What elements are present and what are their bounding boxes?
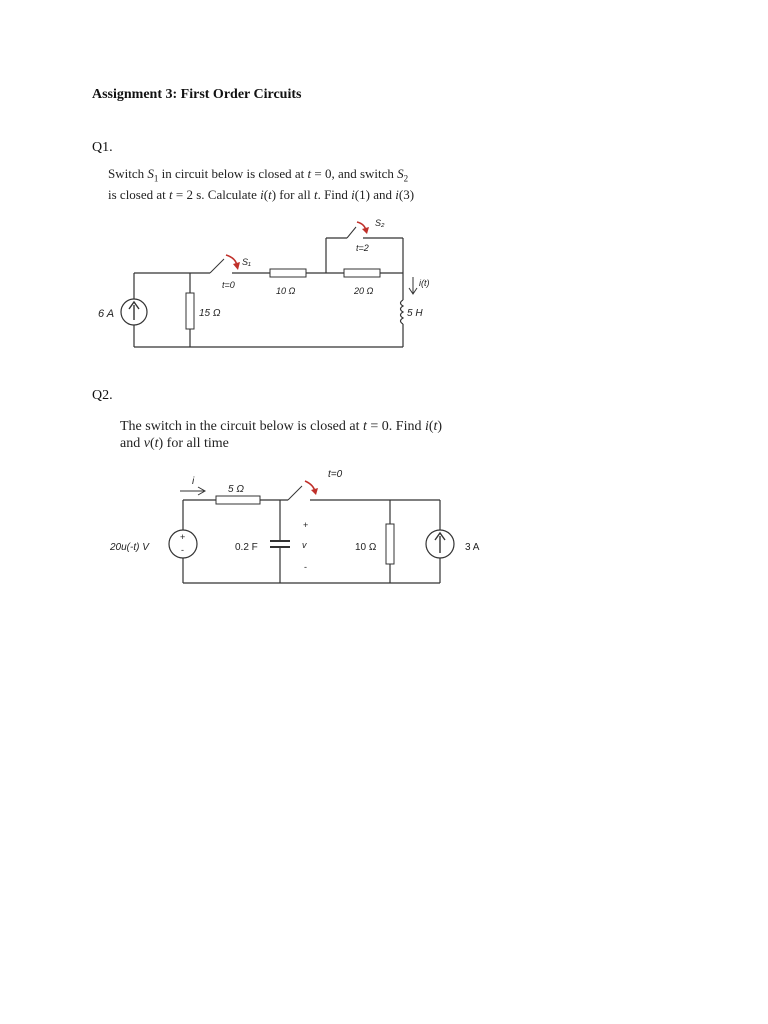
page-title: Assignment 3: First Order Circuits <box>92 87 302 102</box>
q2-source-minus: - <box>181 545 184 555</box>
q2-v-minus: - <box>304 562 307 572</box>
q2-line-1: The switch in the circuit below is closed at t = 0. Find i(t) <box>120 419 443 434</box>
q1-source-label: 6 A <box>98 308 115 320</box>
q1-r1-label: 10 Ω <box>276 286 296 296</box>
q2-label: Q2. <box>92 388 113 403</box>
q1-shunt-label: 15 Ω <box>199 308 221 319</box>
q1-line-1: Switch $S_1$ in circuit below is closed at t = 0, and switch $S_2$ <box>108 166 409 184</box>
q1-r2-label: 20 Ω <box>354 286 374 296</box>
q2-source-label: 20u(-t) V <box>110 542 149 553</box>
q2-source2-label: 3 A <box>465 542 480 553</box>
q2-cap-label: 0.2 F <box>235 542 258 553</box>
q2-v-label: v <box>302 540 307 550</box>
q2-current-arrow <box>180 487 205 495</box>
q1-current-label: i(t) <box>419 278 430 288</box>
q1-inductor-label: 5 H <box>407 308 423 319</box>
q1-switch2-name: S₂ <box>375 218 385 228</box>
q2-resistor-5 <box>216 496 260 504</box>
q2-current-label: i <box>192 476 195 487</box>
q2-source-plus: + <box>180 532 186 542</box>
q2-resistor-10 <box>386 524 394 564</box>
q2-line-2: and v(t) for all time <box>120 436 229 451</box>
q1-line-2: is closed at t = 2 s. Calculate i(t) for all t. Find i(1) and i(3) <box>108 186 415 202</box>
q2-switch <box>288 481 318 500</box>
q2-r1-label: 5 Ω <box>228 484 244 495</box>
q1-switch1-time: t=0 <box>222 280 235 290</box>
q2-current-source <box>426 530 454 558</box>
q1-label: Q1. <box>92 140 113 155</box>
q2-r2-label: 10 Ω <box>355 542 377 553</box>
q2-v-plus: + <box>303 520 309 530</box>
q1-switch1-name: S₁ <box>242 257 251 267</box>
q1-switch2-time: t=2 <box>356 243 369 253</box>
q2-switch-time: t=0 <box>328 469 343 480</box>
